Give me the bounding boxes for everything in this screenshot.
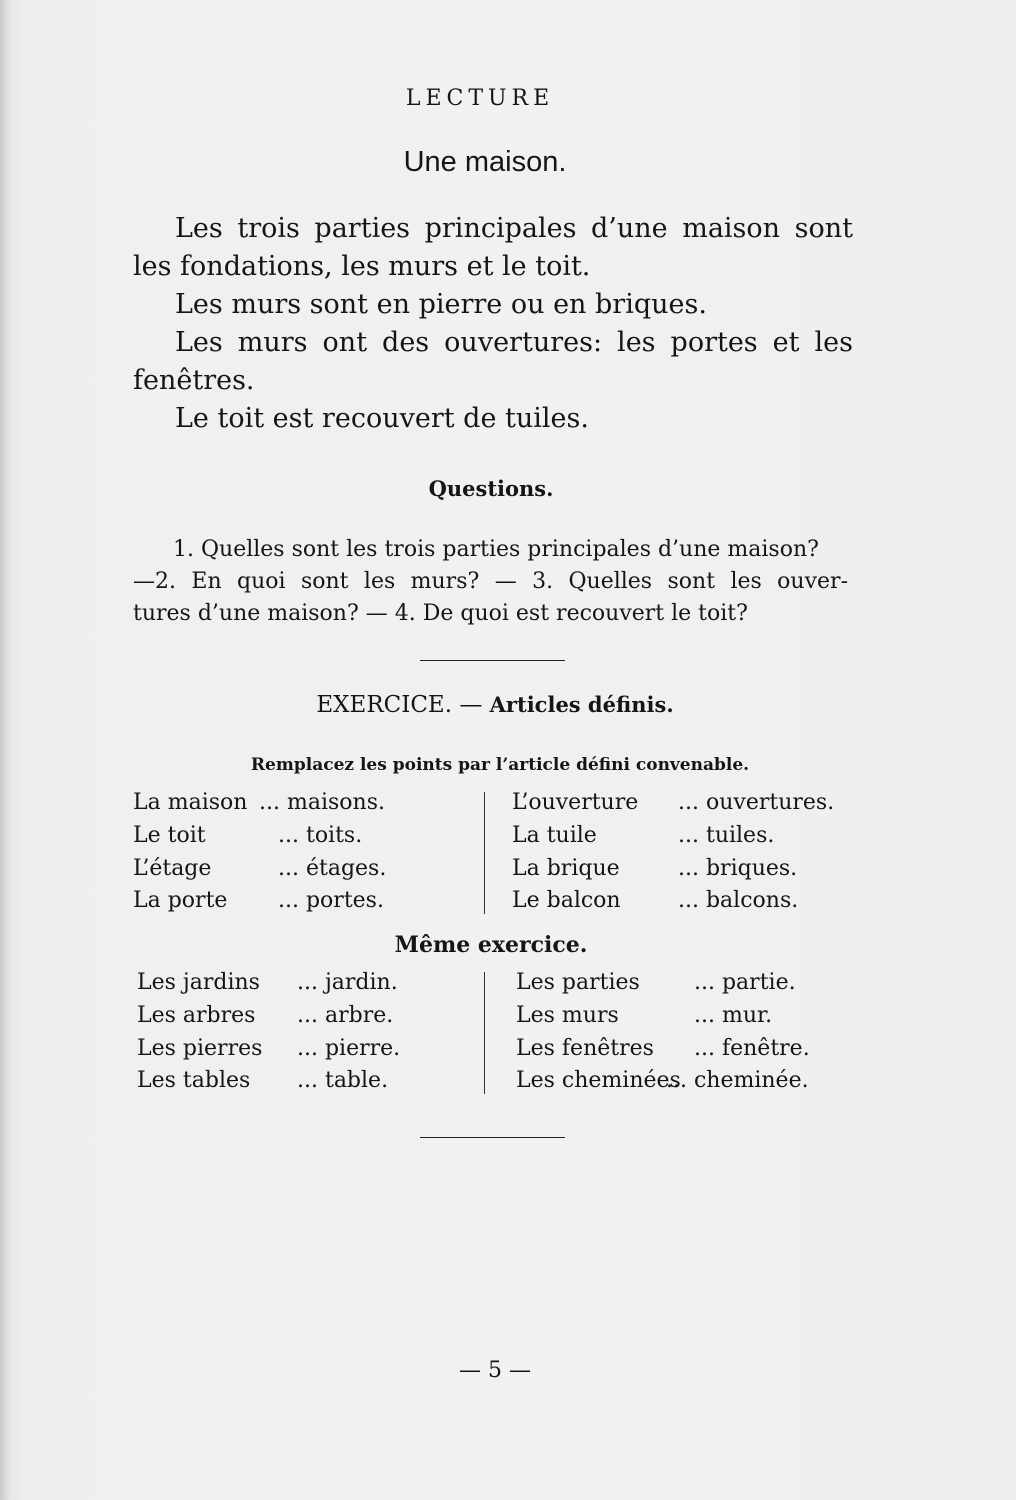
exercise-title — [0, 692, 990, 718]
exercise-subtitle: Articles définis. — [489, 692, 674, 717]
questions-title: Questions. — [428, 476, 554, 501]
questions-text — [133, 534, 848, 630]
table-cell: ... arbre. — [297, 1003, 394, 1028]
divider — [420, 1137, 565, 1138]
table-cell: ... briques. — [678, 856, 798, 881]
divider — [420, 660, 565, 661]
table-cell: L’étage — [133, 856, 212, 881]
reading-line: fenêtres. — [133, 365, 255, 396]
table-cell: Le balcon — [512, 888, 621, 913]
reading-line: les fondations, les murs et le toit. — [133, 251, 591, 282]
page-number: — 5 — — [459, 1358, 531, 1383]
question-line: 1. Quelles sont les trois parties principales d’une maison? — [173, 537, 819, 562]
table-cell: Les pierres — [137, 1036, 263, 1061]
table-cell: ... mur. — [694, 1003, 773, 1028]
table-cell: ... ouvertures. — [678, 790, 835, 815]
question-line: tures d’une maison? — 4. De quoi est recouvert le toit? — [133, 601, 748, 626]
table-cell: L’ouverture — [512, 790, 639, 815]
table-cell: Les fenêtres — [516, 1036, 654, 1061]
table-cell: Les parties — [516, 970, 640, 995]
reading-line: Les murs sont en pierre ou en briques. — [175, 289, 707, 320]
section-heading: LECTURE — [405, 86, 555, 111]
table-cell: ... table. — [297, 1068, 389, 1093]
table-cell: ... pierre. — [297, 1036, 401, 1061]
table-cell: Les tables — [137, 1068, 251, 1093]
question-line: —2. En quoi sont les murs? — 3. Quelles sont les ouver- — [133, 569, 848, 594]
table-cell: Les arbres — [137, 1003, 256, 1028]
reading-line: Les murs ont des ouvertures: les portes et les — [175, 327, 853, 358]
exercise2-title: Même exercice. — [394, 932, 588, 958]
reading-line: Les trois parties principales d’une maison sont — [175, 213, 853, 244]
page-title: Une maison. — [403, 146, 567, 178]
table-cell: La maison — [133, 790, 248, 815]
table-cell: ... partie. — [694, 970, 796, 995]
table-cell: Les jardins — [137, 970, 260, 995]
reading-text — [133, 210, 853, 438]
table-cell: Les cheminées — [516, 1068, 681, 1093]
page-edge-shadow — [0, 0, 10, 1500]
table-cell: ... portes. — [278, 888, 384, 913]
table-cell: ... fenêtre. — [694, 1036, 810, 1061]
reading-line: Le toit est recouvert de tuiles. — [175, 403, 589, 434]
table-cell: ... étages. — [278, 856, 387, 881]
table-cell: La brique — [512, 856, 620, 881]
exercise-instruction: Remplacez les points par l’article défini convenable. — [250, 755, 750, 775]
column-divider — [484, 792, 485, 914]
table-cell: La tuile — [512, 823, 597, 848]
table-cell: ... cheminée. — [666, 1068, 809, 1093]
table-cell: ... balcons. — [678, 888, 799, 913]
table-cell: Les murs — [516, 1003, 619, 1028]
table-cell: ... maisons. — [259, 790, 385, 815]
table-cell: ... jardin. — [297, 970, 398, 995]
table-cell: Le toit — [133, 823, 206, 848]
table-cell: ... tuiles. — [678, 823, 775, 848]
column-divider — [484, 972, 485, 1094]
table-cell: ... toits. — [278, 823, 363, 848]
exercise-label: EXERCICE. — — [316, 692, 483, 718]
table-cell: La porte — [133, 888, 228, 913]
